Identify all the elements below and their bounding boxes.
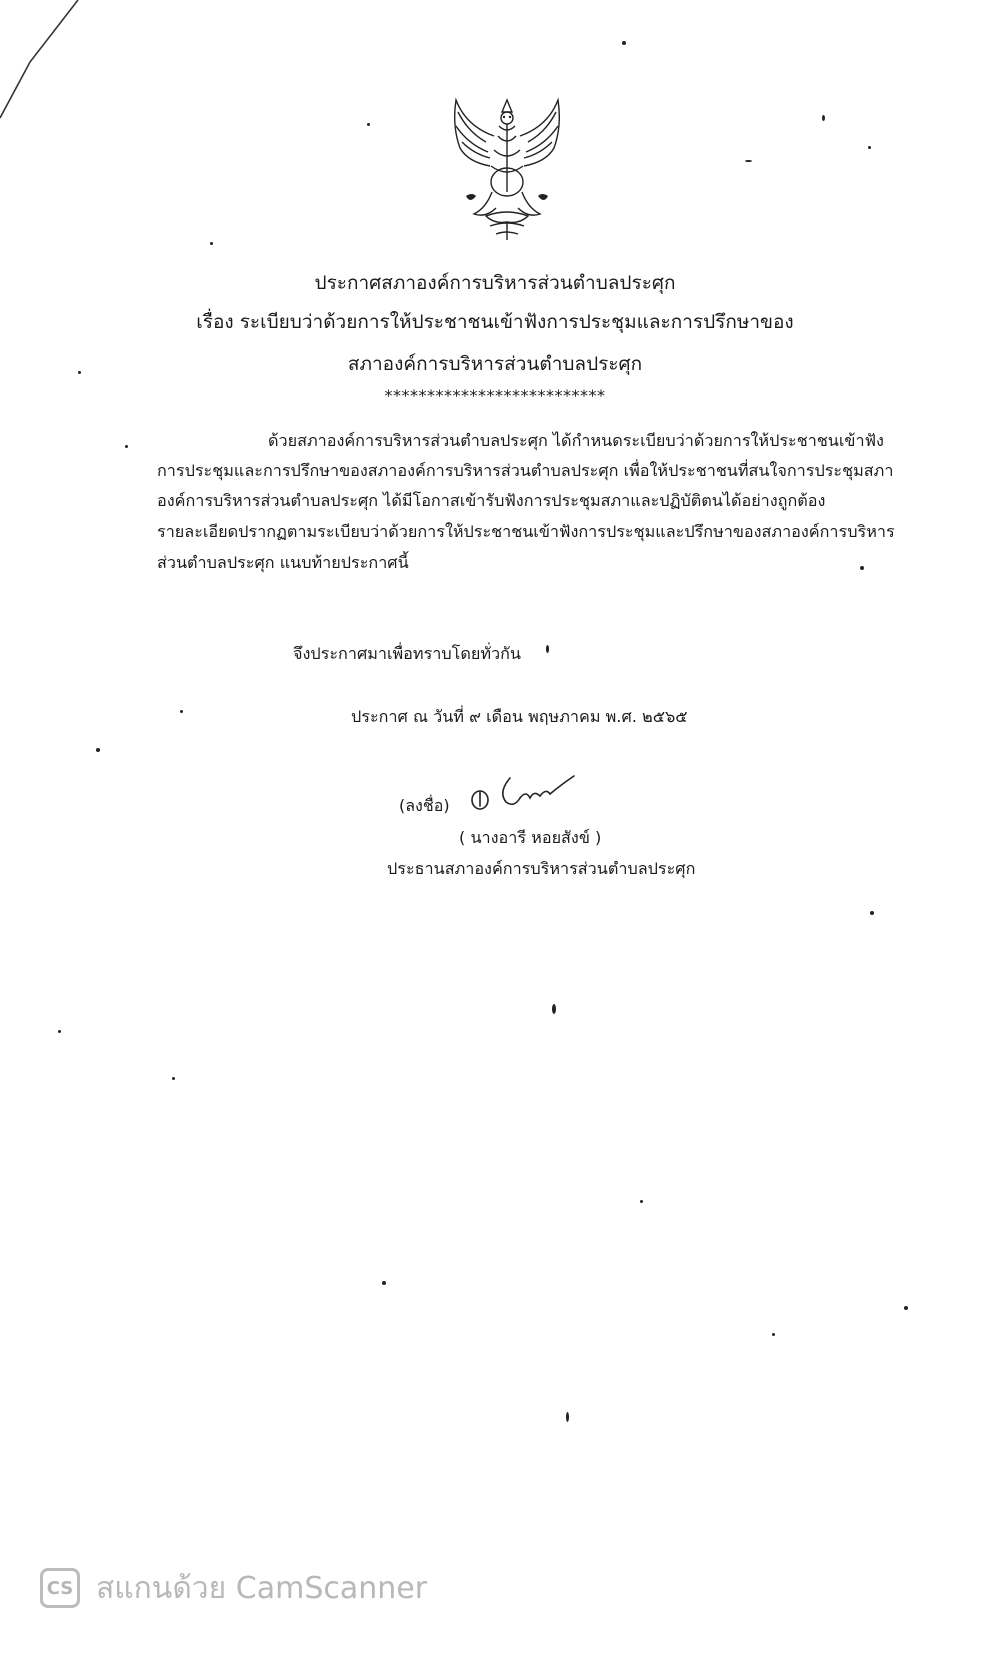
scan-speck: [904, 1306, 908, 1310]
scan-speck: [125, 445, 128, 448]
scan-speck: [868, 146, 871, 149]
scan-speck: [640, 1200, 643, 1203]
scan-speck: [172, 1077, 175, 1080]
camscanner-watermark: [40, 1565, 427, 1611]
body-line: รายละเอียดปรากฏตามระเบียบว่าด้วยการให้ประชาชนเข้าฟังการประชุมและปรึกษาของสภาองค์การบริหาร: [157, 522, 895, 541]
signer-name: ( นางอารี หอยสังข์ ): [459, 828, 602, 847]
scan-speck: [58, 1030, 61, 1033]
title-separator: **************************: [384, 386, 606, 405]
scan-speck: [566, 1412, 569, 1422]
body-line: การประชุมและการปรึกษาของสภาองค์การบริหารส่วนตำบลประศุก เพื่อให้ประชาชนที่สนใจการประชุมสภา: [157, 461, 894, 480]
garuda-emblem: [446, 96, 568, 242]
scan-speck: [210, 242, 213, 245]
scan-speck: [552, 1004, 556, 1014]
scan-speck: [180, 710, 183, 713]
announcement-subject-cont: สภาองค์การบริหารส่วนตำบลประศุก: [347, 353, 643, 375]
body-line: ด้วยสภาองค์การบริหารส่วนตำบลประศุก ได้กำหนดระเบียบว่าด้วยการให้ประชาชนเข้าฟัง: [268, 431, 884, 450]
closing-statement: จึงประกาศมาเพื่อทราบโดยทั่วกัน: [293, 644, 521, 663]
scan-speck: [870, 911, 874, 915]
scan-edge-line: [0, 0, 90, 140]
scan-speck: [367, 123, 370, 126]
camscanner-logo-icon: CS: [40, 1568, 80, 1608]
announcement-subject: เรื่อง ระเบียบว่าด้วยการให้ประชาชนเข้าฟังการประชุมและการปรึกษาของ: [196, 311, 794, 333]
announcement-date: ประกาศ ณ วันที่ ๙ เดือน พฤษภาคม พ.ศ. ๒๕๖๕: [351, 707, 688, 726]
announcement-title: ประกาศสภาองค์การบริหารส่วนตำบลประศุก: [314, 272, 676, 294]
handwritten-signature: [470, 770, 580, 816]
signer-position: ประธานสภาองค์การบริหารส่วนตำบลประศุก: [387, 859, 696, 878]
scan-speck: [546, 645, 549, 653]
body-line: ส่วนตำบลประศุก แนบท้ายประกาศนี้: [157, 553, 409, 572]
scan-speck: [745, 160, 752, 162]
signature-prefix: (ลงชื่อ): [399, 796, 450, 815]
scan-speck: [772, 1333, 775, 1336]
scan-speck: [382, 1281, 386, 1285]
body-line: องค์การบริหารส่วนตำบลประศุก ได้มีโอกาสเข้ารับฟังการประชุมสภาและปฏิบัติตนได้อย่างถูกต้อง: [157, 491, 826, 510]
scan-speck: [822, 115, 825, 121]
watermark-text: สแกนด้วย CamScanner: [96, 1570, 428, 1606]
scan-speck: [96, 748, 100, 752]
scan-speck: [622, 41, 626, 45]
scan-speck: [860, 566, 864, 570]
